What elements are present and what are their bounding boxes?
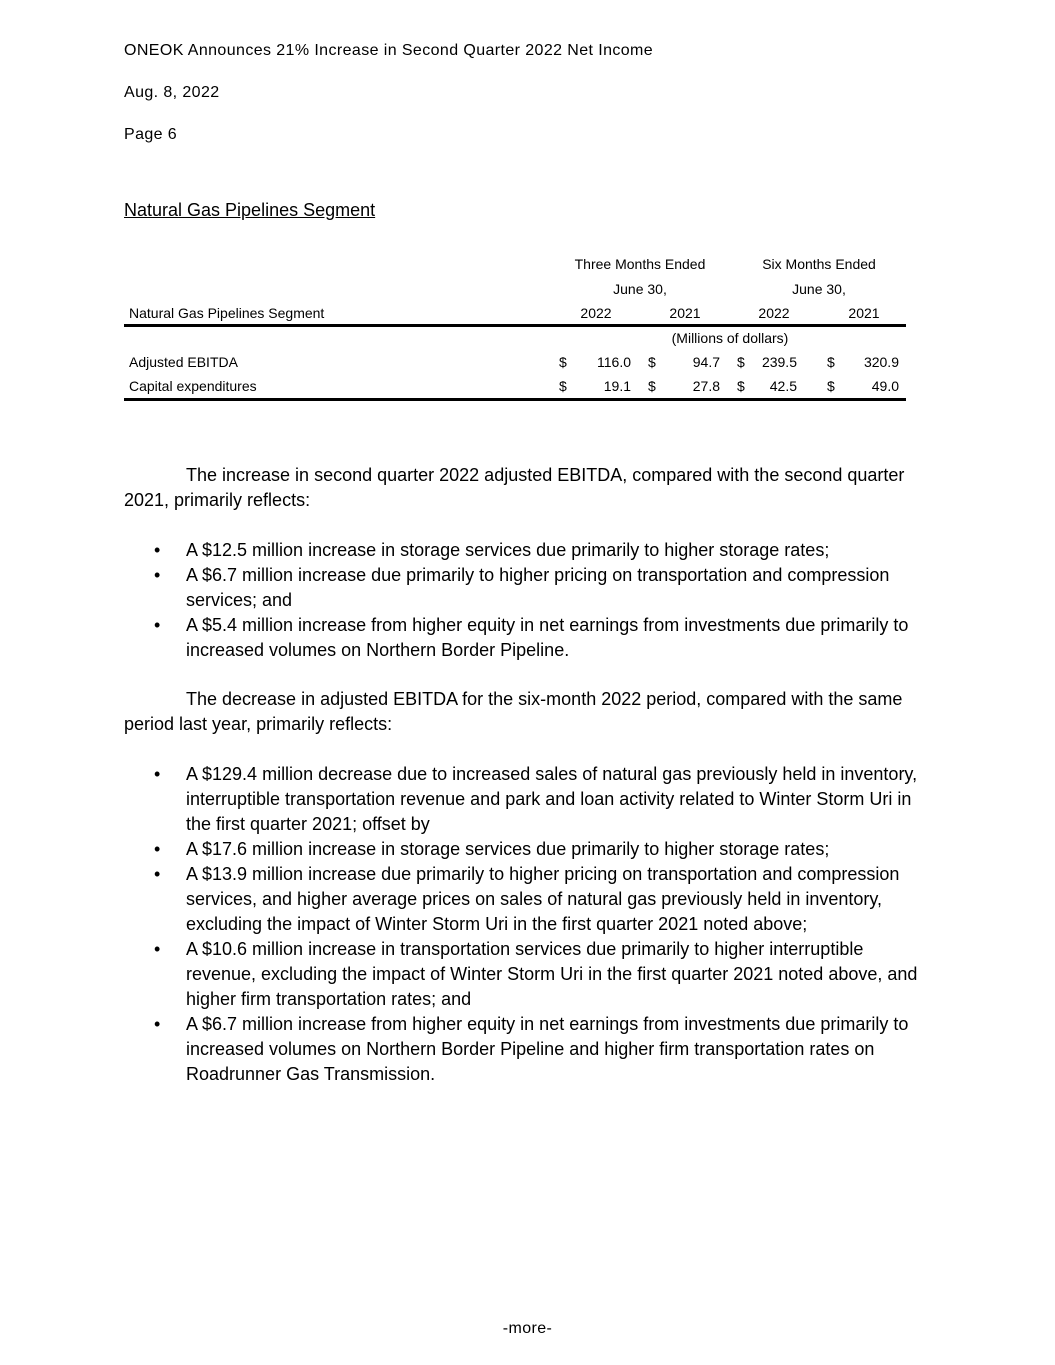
list-item: • A $129.4 million decrease due to increased sales of natural gas previously held in inventory, interruptible transportation revenue and park and loan activity related to Winter Storm Uri in the first quarter 2021; offset by: [154, 764, 918, 834]
list-item-text: A $129.4 million decrease due to increased sales of natural gas previously held in inventory, interruptible transportation revenue and park and loan activity related to Winter Storm Uri in the first quarter 2021; offset by: [186, 764, 918, 834]
table-row: [124, 378, 906, 400]
row-label-header: Natural Gas Pipelines Segment: [129, 305, 325, 321]
table-header-rule: [124, 324, 906, 327]
document-date: Aug. 8, 2022: [124, 84, 220, 101]
currency-symbol: $: [737, 354, 745, 370]
currency-symbol: $: [648, 378, 656, 394]
table-group-subheader-row: [124, 281, 906, 303]
table-bottom-rule: [124, 398, 906, 401]
list-six-month: [124, 762, 936, 1087]
paragraph-quarter-text: The increase in second quarter 2022 adjusted EBITDA, compared with the second quarter 2021, primarily reflects:: [124, 465, 905, 510]
list-item: • A $10.6 million increase in transportation services due primarily to higher interruptible revenue, excluding the impact of Winter Storm Uri in the first quarter 2021 noted above, and higher firm transportation rates; and: [154, 939, 918, 1009]
list-item-text: A $5.4 million increase from higher equity in net earnings from investments due primarily to increased volumes on Northern Border Pipeline.: [186, 615, 909, 660]
currency-symbol: $: [559, 378, 567, 394]
list-quarter: [124, 538, 936, 663]
currency-symbol: $: [737, 378, 745, 394]
value-cell: 116.0: [597, 354, 631, 370]
list-item-text: A $13.9 million increase due primarily to higher pricing on transportation and compression services, and higher average prices on sales of natural gas previously held in inventory, excluding the impact of Winter Storm Uri in the first quarter 2021 noted above;: [186, 864, 900, 934]
list-item-text: A $17.6 million increase in storage services due primarily to higher storage rates;: [186, 839, 830, 859]
list-item-text: A $6.7 million increase from higher equity in net earnings from investments due primarily to increased volumes on Northern Border Pipeline and higher firm transportation rates on Roadrunner Gas Transmission.: [186, 1014, 909, 1084]
list-item-text: A $6.7 million increase due primarily to higher pricing on transportation and compression services; and: [186, 565, 890, 610]
group-subheader-three-months: June 30,: [613, 281, 667, 297]
year-header: 2021: [669, 305, 701, 321]
currency-symbol: $: [559, 354, 567, 370]
value-cell: 49.0: [871, 378, 899, 394]
currency-symbol: $: [827, 378, 835, 394]
paragraph-six-month-text: The decrease in adjusted EBITDA for the six-month 2022 period, compared with the same period last year, primarily reflects:: [124, 689, 903, 734]
table-units-row: [124, 330, 906, 352]
table-row: [124, 354, 906, 376]
list-item: • A $6.7 million increase from higher equity in net earnings from investments due primarily to increased volumes on Northern Border Pipeline and higher firm transportation rates on Roadrunner Gas Transmission.: [154, 1014, 909, 1084]
page-footer: -more-: [502, 1320, 553, 1337]
currency-symbol: $: [648, 354, 656, 370]
group-header-three-months: Three Months Ended: [574, 256, 706, 272]
list-item-text: A $10.6 million increase in transportation services due primarily to higher interruptible revenue, excluding the impact of Winter Storm Uri in the first quarter 2021 noted above, and higher firm transportation rates; and: [186, 939, 918, 1009]
year-header: 2022: [758, 305, 790, 321]
value-cell: 27.8: [692, 378, 720, 394]
paragraph-six-month: [124, 687, 924, 737]
list-item: • A $5.4 million increase from higher equity in net earnings from investments due primarily to increased volumes on Northern Border Pipeline.: [154, 615, 909, 660]
list-item: • A $13.9 million increase due primarily to higher pricing on transportation and compression services, and higher average prices on sales of natural gas previously held in inventory, excluding the impact of Winter Storm Uri in the first quarter 2021 noted above;: [154, 864, 900, 934]
list-item: • A $12.5 million increase in storage services due primarily to higher storage rates;: [154, 540, 830, 560]
list-item: • A $6.7 million increase due primarily to higher pricing on transportation and compression services; and: [154, 565, 890, 610]
currency-symbol: $: [827, 354, 835, 370]
value-cell: 94.7: [692, 354, 720, 370]
year-header: 2022: [580, 305, 612, 321]
group-header-six-months: Six Months Ended: [762, 256, 876, 272]
value-cell: 320.9: [863, 354, 899, 370]
value-cell: 42.5: [769, 378, 797, 394]
document-title: ONEOK Announces 21% Increase in Second Quarter 2022 Net Income: [124, 42, 654, 59]
page-number: Page 6: [124, 126, 178, 143]
year-header: 2021: [848, 305, 880, 321]
units-label: (Millions of dollars): [671, 330, 789, 346]
list-item: • A $17.6 million increase in storage services due primarily to higher storage rates;: [154, 839, 830, 859]
section-title: Natural Gas Pipelines Segment: [124, 200, 376, 220]
paragraph-quarter: [124, 463, 924, 513]
table-group-header-row: [124, 256, 906, 278]
row-label: Capital expenditures: [129, 378, 257, 394]
group-subheader-six-months: June 30,: [792, 281, 846, 297]
row-label: Adjusted EBITDA: [129, 354, 238, 370]
value-cell: 239.5: [761, 354, 797, 370]
list-item-text: A $12.5 million increase in storage services due primarily to higher storage rates;: [186, 540, 830, 560]
value-cell: 19.1: [603, 378, 631, 394]
